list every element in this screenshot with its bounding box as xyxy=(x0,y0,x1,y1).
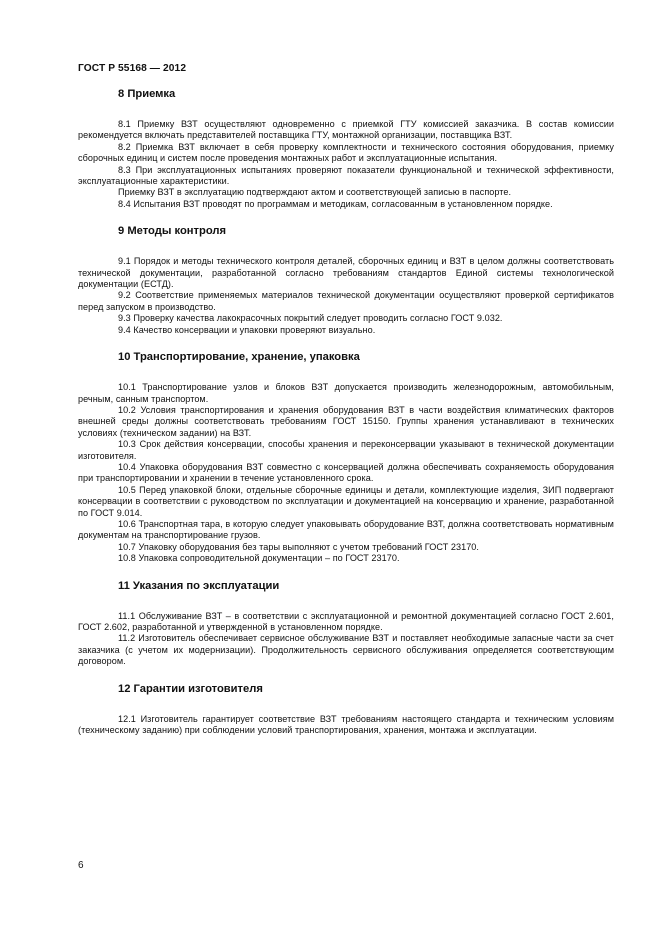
paragraph: 8.2 Приемка ВЗТ включает в себя проверку комплектности и технического состояния оборудования, приемку сборочных единиц и систем после проведения монтажных работ и эксплуатационные испытания. xyxy=(78,141,614,164)
section-heading: 10 Транспортирование, хранение, упаковка xyxy=(118,351,360,364)
paragraph: 8.3 При эксплуатационных испытаниях проверяют показатели функциональной и технической эффективности, эксплуатационные характеристики. xyxy=(78,164,614,187)
section-8 xyxy=(78,87,614,210)
paragraph: 10.7 Упаковку оборудования без тары выполняют с учетом требований ГОСТ 23170. xyxy=(118,541,479,552)
paragraph: 8.1 Приемку ВЗТ осуществляют одновременно с приемкой ГТУ комиссией заказчика. В состав комиссии рекомендуется включать представителей поставщика ГТУ, монтажной организации, поставщика ВЗТ. xyxy=(78,119,614,141)
paragraph: 10.1 Транспортирование узлов и блоков ВЗТ допускается производить железнодорожным, автомобильным, речным, санным транспортом. xyxy=(78,382,614,404)
paragraph: 9.4 Качество консервации и упаковки проверяют визуально. xyxy=(118,324,376,335)
paragraph: Приемку ВЗТ в эксплуатацию подтверждают актом и соответствующей записью в паспорте. xyxy=(118,187,512,198)
document-header: ГОСТ Р 55168 — 2012 xyxy=(78,63,187,74)
paragraph: 10.8 Упаковка сопроводительной документации – по ГОСТ 23170. xyxy=(118,553,400,564)
paragraph: 10.3 Срок действия консервации, способы хранения и переконсервации указывают в технической документации изготовителя. xyxy=(78,439,614,461)
paragraph: 10.5 Перед упаковкой блоки, отдельные сборочные единицы и детали, комплектующие изделия, ЗИП подвергают консервации в соответствии с руководством по эксплуатации и документацией на консервацию и хранение, разработанной по ГОСТ 9.014. xyxy=(78,484,614,518)
section-10 xyxy=(78,350,614,565)
paragraph: 9.1 Порядок и методы технического контроля деталей, сборочных единиц и ВЗТ в целом должны соответствовать технической документации, разработанной согласно требованиям стандартов Единой системы технологической документации (ЕСТД). xyxy=(78,256,614,290)
section-12 xyxy=(78,682,614,737)
section-11 xyxy=(78,579,614,668)
section-heading: 12 Гарантии изготовителя xyxy=(118,682,263,695)
paragraph: 8.4 Испытания ВЗТ проводят по программам и методикам, согласованным в установленном порядке. xyxy=(118,198,553,209)
section-heading: 11 Указания по эксплуатации xyxy=(118,579,280,592)
paragraph: 10.6 Транспортная тара, в которую следует упаковывать оборудование ВЗТ, должна соответствовать нормативным документам на транспортирование грузов. xyxy=(78,518,614,541)
section-heading: 8 Приемка xyxy=(118,88,176,100)
document-body xyxy=(78,87,614,736)
paragraph: 12.1 Изготовитель гарантирует соответствие ВЗТ требованиям настоящего стандарта и техническим условиям (техническому заданию) при соблюдении условий транспортирования, хранения, монтажа и эксплуатации. xyxy=(78,713,614,736)
paragraph: 11.2 Изготовитель обеспечивает сервисное обслуживание ВЗТ и поставляет необходимые запасные части за счет заказчика (с учетом их модернизации). Продолжительность сервисного обслуживания определяется соответствующим договором. xyxy=(78,633,614,667)
page-number: 6 xyxy=(78,860,84,871)
section-heading: 9 Методы контроля xyxy=(118,225,227,238)
paragraph: 11.1 Обслуживание ВЗТ – в соответствии с эксплуатационной и ремонтной документацией согласно ГОСТ 2.601, ГОСТ 2.602, разработанной и утвержденной в установленном порядке. xyxy=(78,610,614,632)
paragraph: 10.4 Упаковка оборудования ВЗТ совместно с консервацией должна обеспечивать сохраняемость оборудования при транспортировании и хранении в течение установленного срока. xyxy=(78,461,614,484)
paragraph: 9.3 Проверку качества лакокрасочных покрытий следует проводить согласно ГОСТ 9.032. xyxy=(118,313,503,324)
paragraph: 9.2 Соответствие применяемых материалов технической документации осуществляют проверкой сертификатов перед запуском в производство. xyxy=(78,290,614,312)
section-9 xyxy=(78,224,614,336)
paragraph: 10.2 Условия транспортирования и хранения оборудования ВЗТ в части воздействия климатических факторов внешней среды должны соответствовать требованиям ГОСТ 15150. Группы хранения устанавливают в технических условиях (техническом задании) на ВЗТ. xyxy=(78,404,614,438)
